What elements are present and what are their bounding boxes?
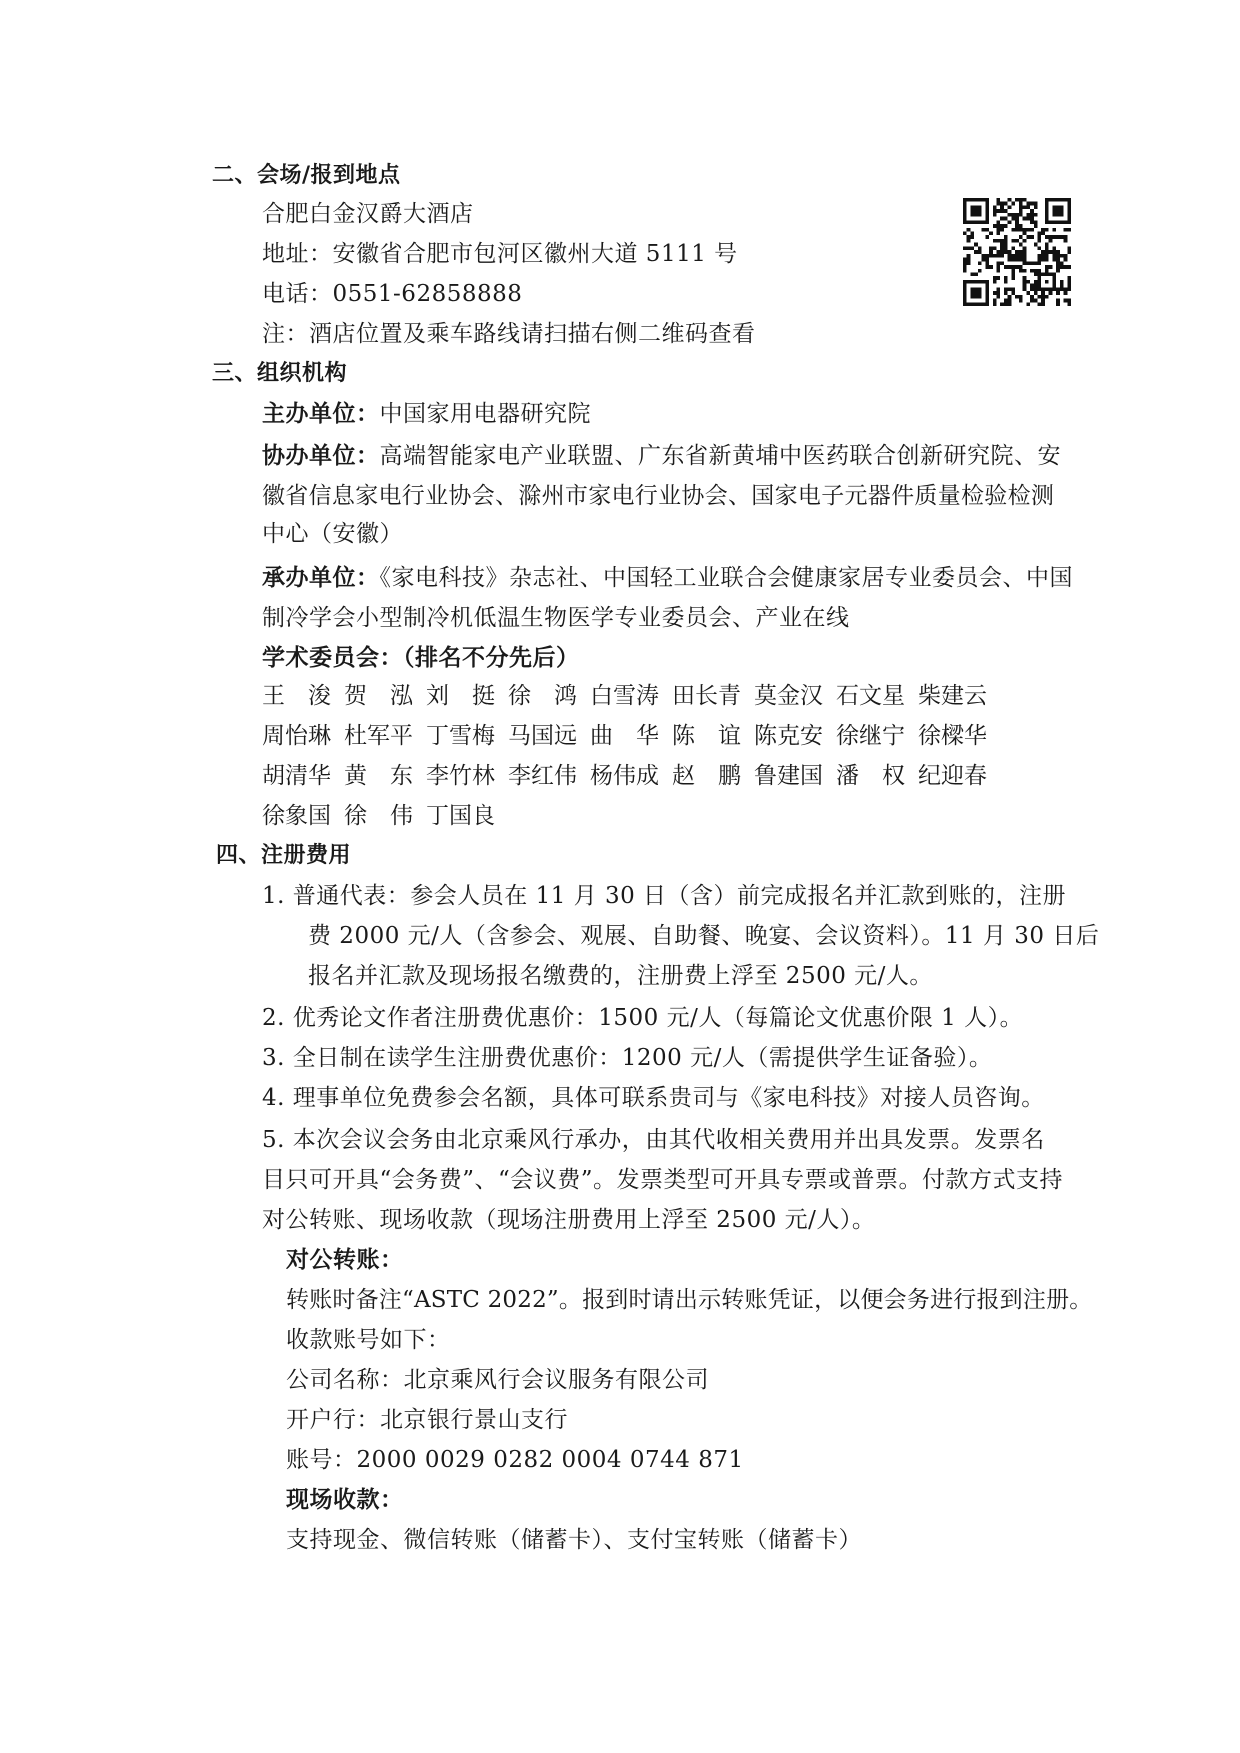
- committee-member: 周怡琳: [262, 723, 331, 749]
- committee-member: 黄 东: [344, 763, 413, 789]
- committee-member: 赵 鹏: [672, 763, 741, 789]
- company-name: 公司名称：北京乘风行会议服务有限公司: [286, 1367, 709, 1393]
- committee-member: 徐樑华: [918, 723, 987, 749]
- committee-names: [262, 680, 1062, 840]
- org-organizer-label: 承办单位：: [262, 565, 380, 591]
- org-co-line1: 高端智能家电产业联盟、广东省新黄埔中医药联合创新研究院、安: [379, 443, 1061, 469]
- fees-item5-line2: 目只可开具“会务费”、“会议费”。发票类型可开具专票或普票。付款方式支持: [262, 1167, 1064, 1193]
- fees-item1-line2: 费 2000 元/人（含参会、观展、自助餐、晚宴、会议资料）。11 月 30 日后: [308, 923, 1100, 949]
- venue-heading: 二、会场/报到地点: [212, 163, 401, 188]
- committee-member: 石文星: [836, 683, 905, 709]
- org-co-line2: 徽省信息家电行业协会、滁州市家电行业协会、国家电子元器件质量检验检测: [262, 483, 1055, 509]
- committee-member: 柴建云: [918, 683, 987, 709]
- committee-member: 王 浚: [262, 683, 331, 709]
- account-intro: 收款账号如下：: [286, 1327, 451, 1353]
- transfer-note: 转账时备注“ASTC 2022”。报到时请出示转账凭证，以便会务进行报到注册。: [286, 1287, 1093, 1313]
- committee-heading: 学术委员会：（排名不分先后）: [262, 645, 580, 671]
- fees-item5-line3: 对公转账、现场收款（现场注册费用上浮至 2500 元/人）。: [262, 1207, 876, 1233]
- committee-member: 田长青: [672, 683, 741, 709]
- org-co-line3: 中心（安徽）: [262, 521, 403, 547]
- org-organizer-line: [262, 562, 1073, 594]
- transfer-heading: 对公转账：: [286, 1247, 404, 1273]
- committee-member: 李竹林: [426, 763, 495, 789]
- committee-member: 刘 挺: [426, 683, 495, 709]
- committee-member: 徐象国: [262, 803, 331, 829]
- venue-phone: 电话：0551-62858888: [262, 281, 523, 307]
- committee-member: 丁国良: [426, 803, 495, 829]
- committee-member: 徐继宁: [836, 723, 905, 749]
- org-heading: 三、组织机构: [212, 361, 348, 386]
- committee-member: 白雪涛: [590, 683, 659, 709]
- committee-member: 胡清华: [262, 763, 331, 789]
- onsite-heading: 现场收款：: [286, 1487, 404, 1513]
- qr-code-icon: [963, 198, 1071, 306]
- venue-hotel: 合肥白金汉爵大酒店: [262, 201, 474, 227]
- committee-member: 陈克安: [754, 723, 823, 749]
- committee-member: 纪迎春: [918, 763, 987, 789]
- committee-member: 贺 泓: [344, 683, 413, 709]
- committee-member: 马国远: [508, 723, 577, 749]
- org-host: 中国家用电器研究院: [379, 401, 591, 427]
- committee-member: 徐 伟: [344, 803, 413, 829]
- fees-heading: 四、注册费用: [216, 843, 352, 868]
- org-organizer-line1: 《家电科技》杂志社、中国轻工业联合会健康家居专业委员会、中国: [379, 565, 1073, 591]
- fees-item1-line3: 报名并汇款及现场报名缴费的，注册费上浮至 2500 元/人。: [308, 963, 933, 989]
- committee-member: 李红伟: [508, 763, 577, 789]
- org-organizer-line2: 制冷学会小型制冷机低温生物医学专业委员会、产业在线: [262, 605, 850, 631]
- venue-address: 地址：安徽省合肥市包河区徽州大道 5111 号: [262, 241, 738, 267]
- fees-item4: 4. 理事单位免费参会名额，具体可联系贵司与《家电科技》对接人员咨询。: [262, 1085, 1045, 1111]
- org-host-label: 主办单位：: [262, 401, 380, 427]
- fees-item5-line1: 5. 本次会议会务由北京乘风行承办，由其代收相关费用并出具发票。发票名: [262, 1127, 1045, 1153]
- committee-member: 陈 谊: [672, 723, 741, 749]
- committee-member: 莫金汉: [754, 683, 823, 709]
- fees-item3: 3. 全日制在读学生注册费优惠价：1200 元/人（需提供学生证备验）。: [262, 1045, 993, 1071]
- org-co-label: 协办单位：: [262, 443, 380, 469]
- committee-member: 徐 鸿: [508, 683, 577, 709]
- committee-member: 曲 华: [590, 723, 659, 749]
- committee-member: 潘 权: [836, 763, 905, 789]
- bank-name: 开户行：北京银行景山支行: [286, 1407, 568, 1433]
- committee-member: 丁雪梅: [426, 723, 495, 749]
- fees-item1-line1: 1. 普通代表：参会人员在 11 月 30 日（含）前完成报名并汇款到账的，注册: [262, 883, 1067, 909]
- fees-item2: 2. 优秀论文作者注册费优惠价：1500 元/人（每篇论文优惠价限 1 人）。: [262, 1005, 1024, 1031]
- committee-member: 杨伟成: [590, 763, 659, 789]
- org-co-line: [262, 440, 1061, 472]
- committee-member: 杜军平: [344, 723, 413, 749]
- venue-note: 注：酒店位置及乘车路线请扫描右侧二维码查看: [262, 321, 756, 347]
- committee-member: 鲁建国: [754, 763, 823, 789]
- org-host-line: [262, 398, 591, 430]
- account-number: 账号：2000 0029 0282 0004 0744 871: [286, 1447, 744, 1473]
- onsite-methods: 支持现金、微信转账（储蓄卡）、支付宝转账（储蓄卡）: [286, 1527, 862, 1553]
